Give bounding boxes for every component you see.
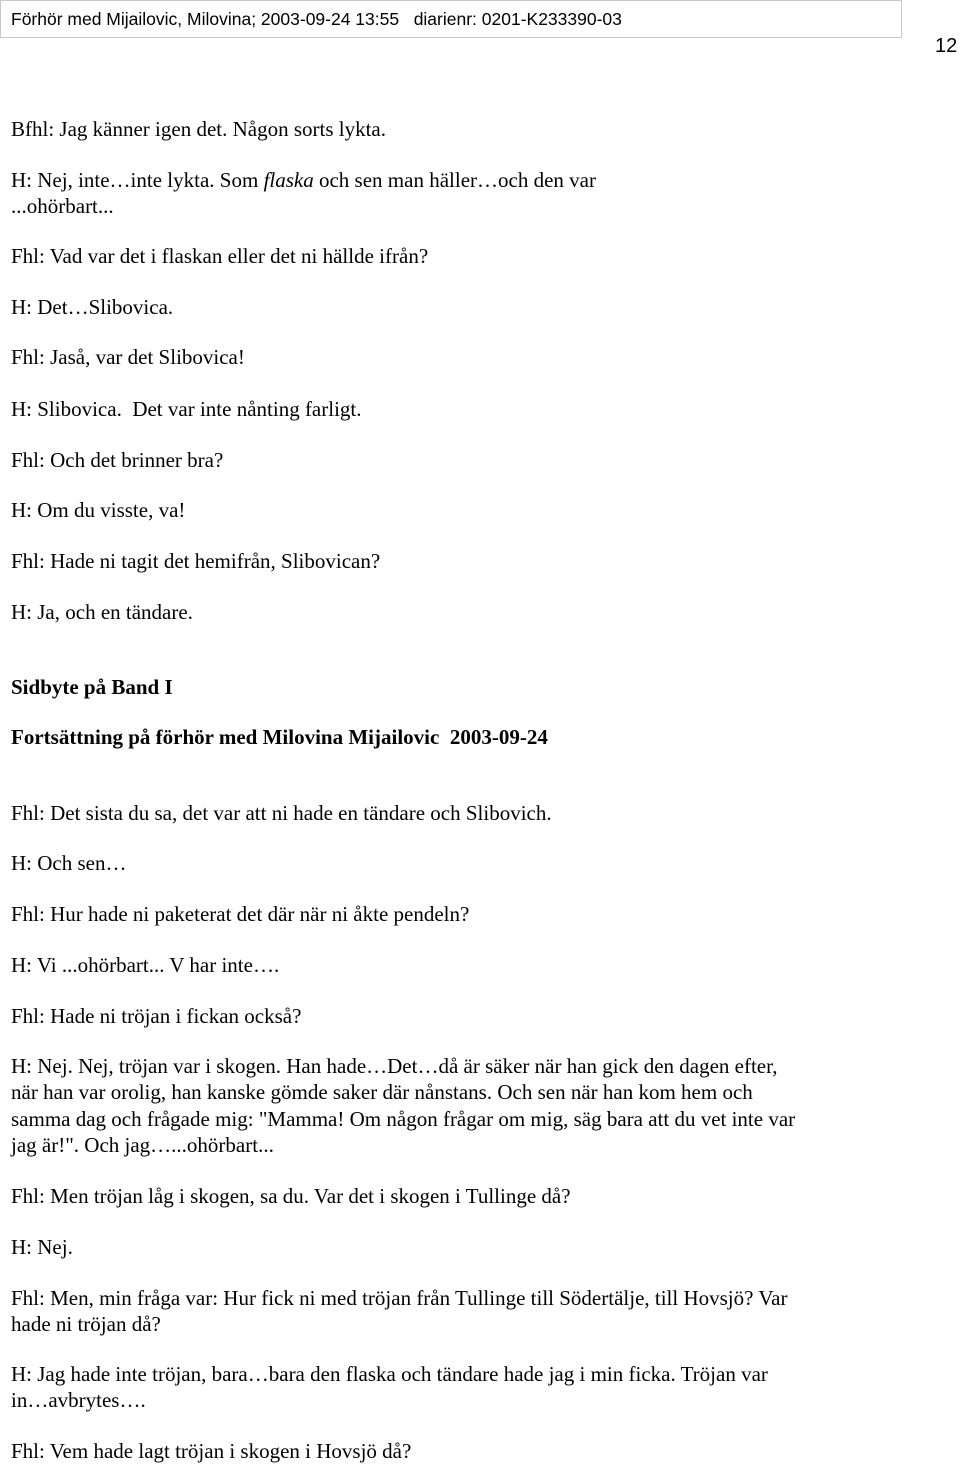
transcript-line: H: Om du visste, va!	[11, 498, 186, 522]
transcript-line: Fhl: Det sista du sa, det var att ni hade en tändare och Slibovich.	[11, 801, 552, 825]
transcript-line: Fhl: Jaså, var det Slibovica!	[11, 345, 245, 369]
transcript-line: Fhl: Men tröjan låg i skogen, sa du. Var det i skogen i Tullinge då?	[11, 1184, 571, 1208]
transcript-line: Fhl: Vem hade lagt tröjan i skogen i Hovsjö då?	[11, 1439, 412, 1463]
transcript-line	[11, 167, 946, 193]
transcript-line: Fhl: Hur hade ni paketerat det där när ni åkte pendeln?	[11, 902, 470, 926]
header-title: Förhör med Mijailovic, Milovina; 2003-09-24 13:55 diarienr: 0201-K233390-03	[11, 9, 622, 29]
transcript-paragraph: Fhl: Men, min fråga var: Hur fick ni med tröjan från Tullinge till Södertälje, till Hovsjö? Var hade ni tröjan då?	[11, 1286, 788, 1337]
page-number: 12	[935, 35, 958, 57]
section-heading-side-change: Sidbyte på Band I	[11, 675, 173, 699]
transcript-line: H: Nej.	[11, 1235, 73, 1259]
transcript-line: H: Och sen…	[11, 851, 127, 875]
transcript-line: ...ohörbart...	[11, 194, 114, 218]
section-heading-continuation: Fortsättning på förhör med Milovina Mijailovic 2003-09-24	[11, 725, 548, 749]
transcript-line: Fhl: Och det brinner bra?	[11, 448, 224, 472]
transcript-line: H: Ja, och en tändare.	[11, 600, 193, 624]
transcript-text: H: Nej, inte…inte lykta. Som	[11, 168, 264, 192]
transcript-line: H: Det…Slibovica.	[11, 295, 174, 319]
transcript-line: H: Vi ...ohörbart... V har inte….	[11, 953, 280, 977]
emphasized-word: flaska	[263, 168, 314, 192]
transcript-line: H: Slibovica. Det var inte nånting farligt.	[11, 397, 362, 421]
transcript-paragraph: H: Nej. Nej, tröjan var i skogen. Han hade…Det…då är säker när han gick den dagen efter, när han var orolig, han kanske gömde saker där nånstans. Och sen när han kom hem och samma dag och frågade mig: "Mamma! Om någon frågar om mig, säg bara att du vet inte var jag är!". Och jag…...ohörbart...	[11, 1054, 796, 1157]
transcript-line: Fhl: Hade ni tagit det hemifrån, Slibovican?	[11, 549, 381, 573]
transcript-line: Fhl: Hade ni tröjan i fickan också?	[11, 1004, 302, 1028]
transcript-paragraph: H: Jag hade inte tröjan, bara…bara den flaska och tändare hade jag i min ficka. Tröjan var in…avbrytes….	[11, 1362, 768, 1413]
document-header	[0, 0, 902, 38]
transcript-line: Fhl: Vad var det i flaskan eller det ni hällde ifrån?	[11, 244, 429, 268]
transcript-text: och sen man häller…och den var	[313, 168, 596, 192]
transcript-line: Bfhl: Jag känner igen det. Någon sorts lykta.	[11, 117, 387, 141]
